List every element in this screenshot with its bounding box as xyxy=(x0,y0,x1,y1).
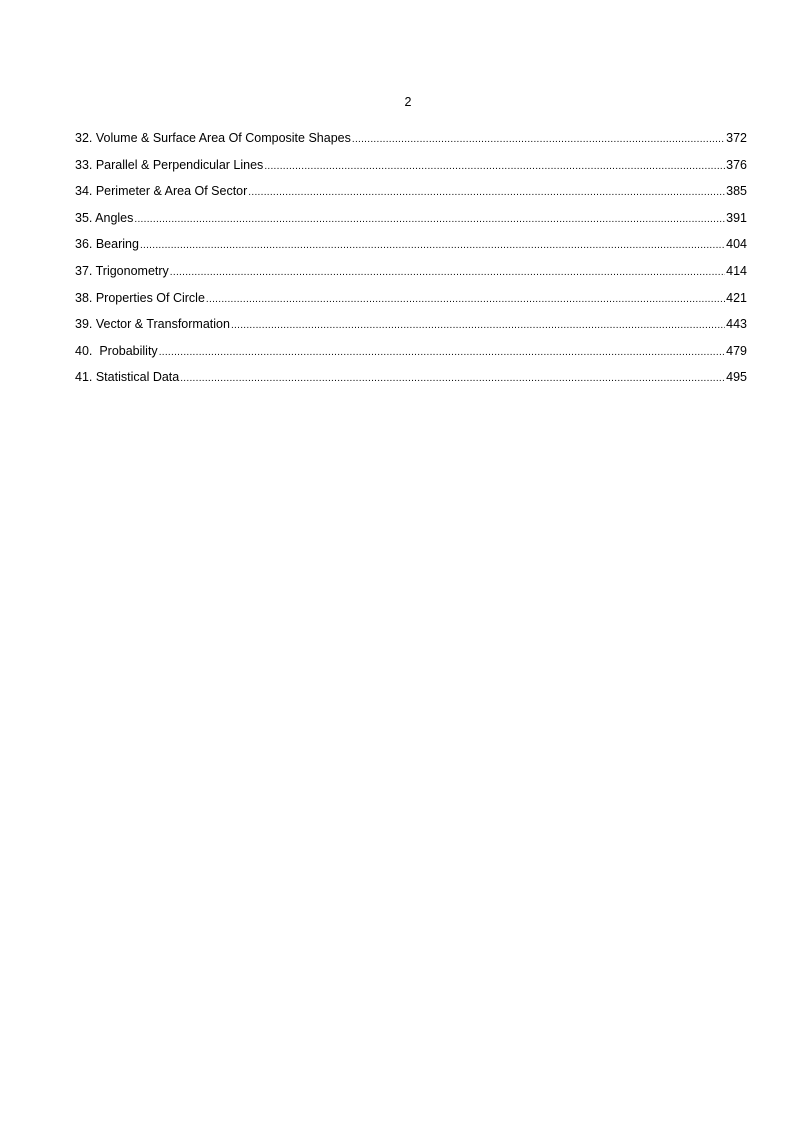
toc-entry-title[interactable]: 37. Trigonometry xyxy=(75,263,169,278)
toc-entry-33[interactable] xyxy=(75,156,747,183)
toc-entry-title[interactable]: 39. Vector & Transformation xyxy=(75,317,230,332)
dot-leader xyxy=(206,291,725,309)
dot-leader xyxy=(180,370,725,388)
toc-entry-36[interactable] xyxy=(75,235,747,262)
toc-entry-page-number[interactable]: 421 xyxy=(726,290,747,305)
toc-entry-title[interactable]: 35. Angles xyxy=(75,210,134,225)
toc-entry-page-number[interactable]: 385 xyxy=(726,184,747,199)
toc-entry-40[interactable] xyxy=(75,342,747,369)
toc-entry-39[interactable] xyxy=(75,315,747,342)
toc-entry-title[interactable]: 33. Parallel & Perpendicular Lines xyxy=(75,157,264,172)
toc-entry-title[interactable]: 38. Properties Of Circle xyxy=(75,290,205,305)
dot-leader xyxy=(159,344,725,362)
toc-entry-32[interactable] xyxy=(75,129,747,156)
dot-leader xyxy=(248,184,725,202)
toc-entry-page-number[interactable]: 414 xyxy=(726,263,747,278)
toc-entry-34[interactable] xyxy=(75,182,747,209)
toc-entry-38[interactable] xyxy=(75,289,747,316)
toc-entry-page-number[interactable]: 391 xyxy=(726,210,747,225)
dot-leader xyxy=(352,131,725,149)
toc-entry-page-number[interactable]: 443 xyxy=(726,317,747,332)
toc-entry-title[interactable]: 34. Perimeter & Area Of Sector xyxy=(75,184,248,199)
toc-entry-37[interactable] xyxy=(75,262,747,289)
toc-entry-41[interactable] xyxy=(75,368,747,395)
page-number: 2 xyxy=(404,95,412,109)
toc-entry-page-number[interactable]: 479 xyxy=(726,343,747,358)
toc-entry-page-number[interactable]: 376 xyxy=(726,157,747,172)
dot-leader xyxy=(134,211,725,229)
toc-entry-page-number[interactable]: 404 xyxy=(726,237,747,252)
toc-entry-35[interactable] xyxy=(75,209,747,236)
toc-entry-title[interactable]: 40. Probability xyxy=(75,343,158,358)
toc-entry-title[interactable]: 36. Bearing xyxy=(75,237,139,252)
dot-leader xyxy=(231,317,725,335)
toc-entry-page-number[interactable]: 372 xyxy=(726,131,747,145)
dot-leader xyxy=(170,264,725,282)
table-of-contents xyxy=(75,129,747,395)
dot-leader xyxy=(140,237,725,255)
toc-entry-page-number[interactable]: 495 xyxy=(726,370,747,385)
toc-entry-title[interactable]: 41. Statistical Data xyxy=(75,370,180,385)
dot-leader xyxy=(264,158,725,176)
toc-entry-title[interactable]: 32. Volume & Surface Area Of Composite Shapes xyxy=(75,131,351,145)
